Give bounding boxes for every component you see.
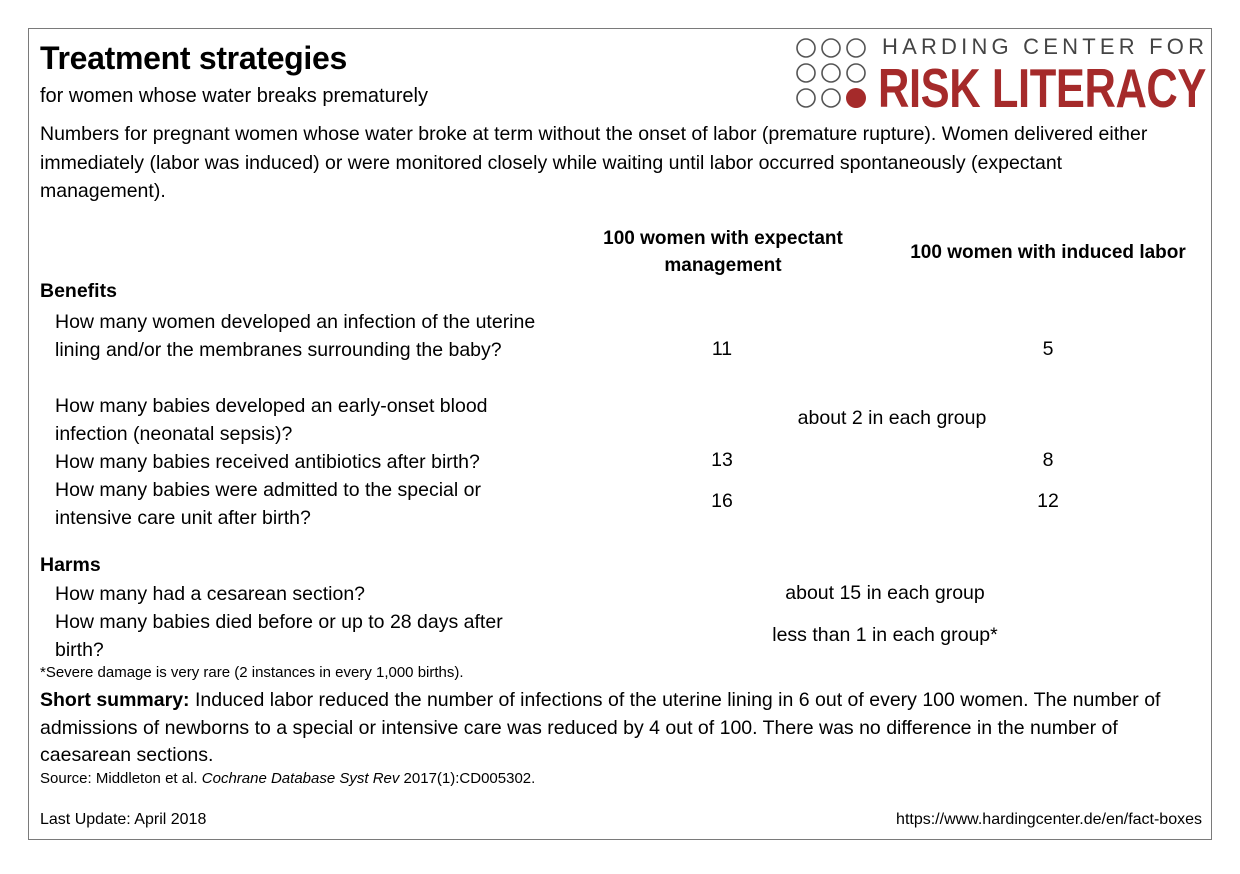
benefit-question-sepsis: How many babies developed an early-onset blood infection (neonatal sepsis)? xyxy=(55,395,488,445)
source-journal: Cochrane Database Syst Rev xyxy=(201,770,400,787)
summary-label: Short summary: xyxy=(40,689,190,711)
logo-line2: RISK LITERACY xyxy=(878,57,1206,119)
benefits-heading: Benefits xyxy=(40,280,117,302)
harms-heading: Harms xyxy=(40,554,101,576)
page-subtitle: for women whose water breaks prematurely xyxy=(40,85,428,107)
last-update: Last Update: April 2018 xyxy=(40,811,207,828)
source-suffix: 2017(1):CD005302. xyxy=(399,770,536,787)
logo-line1: HARDING CENTER FOR xyxy=(882,34,1209,59)
short-summary xyxy=(40,687,1200,770)
benefit-expectant-infection: 11 xyxy=(711,338,733,360)
harm-question-deaths: How many babies died before or up to 28 days after birth? xyxy=(55,611,503,661)
benefit-induced-antibiotics: 8 xyxy=(1042,449,1054,471)
benefit-expectant-admission: 16 xyxy=(711,490,733,512)
page-title: Treatment strategies xyxy=(40,40,348,76)
summary-text: Induced labor reduced the number of infections of the uterine lining in 6 out of every 100 women. The number of admissions of newborns to a special or intensive care was reduced by 4 out of 100. There was no difference in the number of caesarean sections. xyxy=(40,689,1161,766)
benefit-question-admission: How many babies were admitted to the special or intensive care unit after birth? xyxy=(55,479,481,529)
harm-both-cesarean: about 15 in each group xyxy=(785,582,985,604)
source-url: https://www.hardingcenter.de/en/fact-boxes xyxy=(896,811,1202,828)
benefit-induced-admission: 12 xyxy=(1037,490,1059,512)
benefit-expectant-antibiotics: 13 xyxy=(711,449,733,471)
benefit-question-antibiotics: How many babies received antibiotics after birth? xyxy=(55,451,480,473)
harm-question-cesarean: How many had a cesarean section? xyxy=(55,583,366,605)
benefit-both-sepsis: about 2 in each group xyxy=(797,407,987,429)
footnote: *Severe damage is very rare (2 instances in every 1,000 births). xyxy=(40,664,464,681)
benefit-question-infection: How many women developed an infection of the uterine lining and/or the membranes surrounding the baby? xyxy=(55,311,536,361)
column-header-induced: 100 women with induced labor xyxy=(910,242,1186,263)
source-citation xyxy=(40,770,535,787)
benefit-induced-infection: 5 xyxy=(1042,338,1054,360)
harding-center-logo xyxy=(790,34,1209,119)
source-prefix: Source: Middleton et al. xyxy=(40,770,202,787)
harm-both-deaths: less than 1 in each group* xyxy=(772,624,998,646)
intro-text: Numbers for pregnant women whose water broke at term without the onset of labor (premature rupture). Women delivered either immediately (labor was induced) or were monitored closely while waiting until labor occurred spontaneously (expectant management). xyxy=(40,123,1148,202)
column-header-expectant: 100 women with expectant management xyxy=(603,228,843,276)
